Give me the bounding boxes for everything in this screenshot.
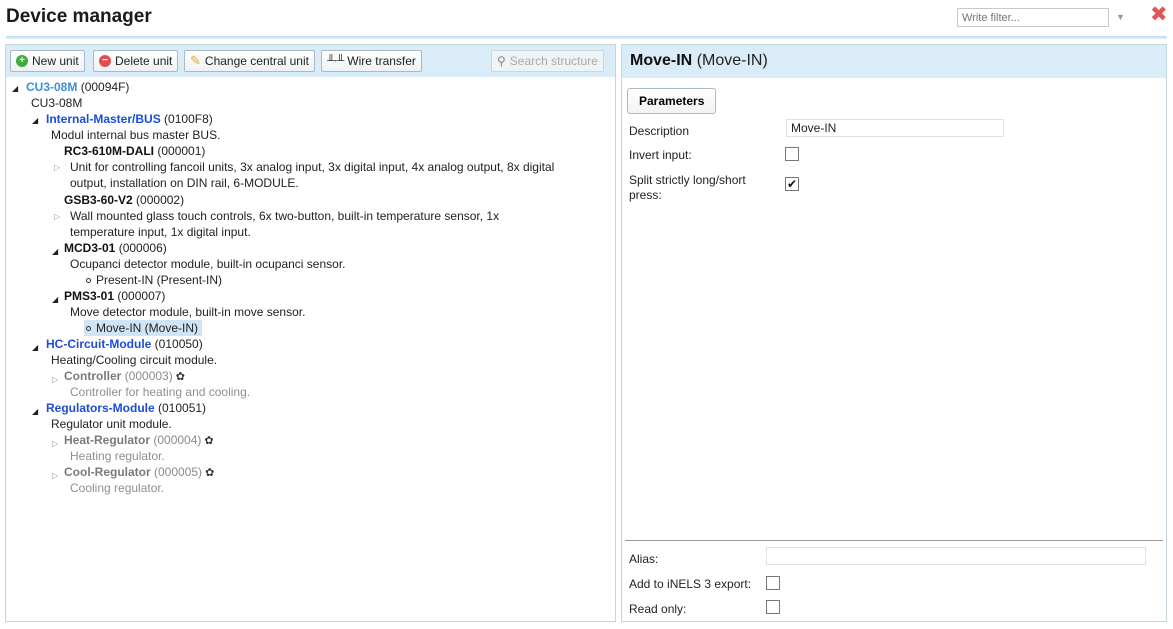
detail-header xyxy=(622,45,1166,78)
tree-desc: Heating/Cooling circuit module. xyxy=(51,353,218,367)
minus-icon: − xyxy=(99,55,111,67)
tree-desc: output, installation on DIN rail, 6-MODULE. xyxy=(70,176,299,190)
search-structure-button[interactable] xyxy=(491,50,604,72)
tree-node-gsb3[interactable]: GSB3-60-V2 (000002) xyxy=(64,193,185,207)
gear-icon: ✿ xyxy=(205,467,215,479)
alias-label: Alias: xyxy=(629,552,659,566)
split-label-cont: press: xyxy=(629,188,662,202)
read-only-checkbox[interactable] xyxy=(766,600,780,614)
filter-dropdown-icon[interactable]: ▼ xyxy=(1116,12,1125,22)
new-unit-label: New unit xyxy=(32,54,79,68)
tree-desc: Wall mounted glass touch controls, 6x two-button, built-in temperature sensor, 1x xyxy=(70,209,500,223)
tree-panel xyxy=(5,44,616,622)
bullet-icon xyxy=(86,278,91,283)
tree-node-mcd3[interactable]: MCD3-01 (000006) xyxy=(64,241,167,255)
tree-desc: temperature input, 1x digital input. xyxy=(70,225,251,239)
alias-field[interactable] xyxy=(766,547,1146,565)
checkmark-icon: ✔ xyxy=(786,177,798,191)
close-icon[interactable]: ✖ xyxy=(1150,3,1168,26)
collapse-icon[interactable]: ◢ xyxy=(32,407,39,416)
toolbar xyxy=(6,45,615,77)
section-divider xyxy=(625,540,1163,541)
tree-desc: Ocupanci detector module, built-in ocupanci sensor. xyxy=(70,257,346,271)
delete-unit-button[interactable] xyxy=(93,50,178,72)
new-unit-button[interactable] xyxy=(10,50,85,72)
tab-parameters[interactable]: Parameters xyxy=(627,88,716,114)
tree-desc: Controller for heating and cooling. xyxy=(70,385,251,399)
wire-transfer-label: Wire transfer xyxy=(347,54,416,68)
tree-node-cool-regulator[interactable]: Cool-Regulator (000005) ✿ xyxy=(64,465,215,479)
tree-node-rc3[interactable]: RC3-610M-DALI (000001) xyxy=(64,144,206,158)
detail-title: Move-IN xyxy=(630,52,693,69)
plus-icon: + xyxy=(16,55,28,67)
tree-desc: Unit for controlling fancoil units, 3x analog input, 3x digital input, 4x analog output, 8x digital xyxy=(70,160,555,174)
read-only-label: Read only: xyxy=(629,602,687,616)
description-label: Description xyxy=(629,124,690,138)
tree-desc: Move detector module, built-in move sensor. xyxy=(70,305,306,319)
wire-transfer-button[interactable] xyxy=(321,50,422,72)
gear-icon: ✿ xyxy=(204,435,214,447)
split-label: Split strictly long/short xyxy=(629,173,746,187)
tree-desc: Cooling regulator. xyxy=(70,481,165,495)
tree-node-cu3[interactable]: CU3-08M (00094F) xyxy=(26,80,130,94)
tree-node-regulators[interactable]: Regulators-Module (010051) xyxy=(46,401,207,415)
export-label: Add to iNELS 3 export: xyxy=(629,577,752,591)
tree-node-present-in[interactable]: Present-IN (Present-IN) xyxy=(86,272,222,288)
pencil-icon: ✎ xyxy=(190,53,201,68)
description-field[interactable]: Move-IN xyxy=(786,119,1004,137)
invert-input-checkbox[interactable] xyxy=(785,147,799,161)
expand-icon[interactable]: ▷ xyxy=(52,375,59,384)
filter-input[interactable] xyxy=(957,8,1109,27)
search-icon: ⚲ xyxy=(497,54,506,68)
tree-node-bus[interactable]: Internal-Master/BUS (0100F8) xyxy=(46,112,213,126)
tree-desc: Heating regulator. xyxy=(70,449,165,463)
expand-icon[interactable]: ▷ xyxy=(52,471,59,480)
wire-icon: ╨·╨ xyxy=(327,55,344,67)
tree-desc: Regulator unit module. xyxy=(51,417,172,431)
bullet-icon xyxy=(86,326,91,331)
invert-input-label: Invert input: xyxy=(629,148,692,162)
delete-unit-label: Delete unit xyxy=(115,54,173,68)
tree-node-pms3[interactable]: PMS3-01 (000007) xyxy=(64,289,166,303)
split-press-checkbox[interactable] xyxy=(785,177,799,191)
collapse-icon[interactable]: ◢ xyxy=(32,116,39,125)
detail-subtitle: (Move-IN) xyxy=(696,52,768,69)
expand-icon[interactable]: ▷ xyxy=(54,163,61,172)
collapse-icon[interactable]: ◢ xyxy=(52,295,59,304)
page-title: Device manager xyxy=(6,6,152,27)
collapse-icon[interactable]: ◢ xyxy=(12,84,19,93)
detail-panel xyxy=(621,44,1167,622)
expand-icon[interactable]: ▷ xyxy=(54,212,61,221)
header-divider xyxy=(6,36,1167,39)
change-central-unit-label: Change central unit xyxy=(204,54,309,68)
change-central-unit-button[interactable] xyxy=(184,50,315,72)
tree-node-heat-regulator[interactable]: Heat-Regulator (000004) ✿ xyxy=(64,433,214,447)
collapse-icon[interactable]: ◢ xyxy=(32,343,39,352)
collapse-icon[interactable]: ◢ xyxy=(52,247,59,256)
gear-icon: ✿ xyxy=(175,371,185,383)
expand-icon[interactable]: ▷ xyxy=(52,439,59,448)
tree-node-controller[interactable]: Controller (000003) ✿ xyxy=(64,369,185,383)
export-checkbox[interactable] xyxy=(766,576,780,590)
tree-node-hc[interactable]: HC-Circuit-Module (010050) xyxy=(46,337,203,351)
tree-desc: Modul internal bus master BUS. xyxy=(51,128,221,142)
tree-desc: CU3-08M xyxy=(31,96,83,110)
tree-node-move-in[interactable]: Move-IN (Move-IN) xyxy=(84,320,202,336)
search-structure-label: Search structure xyxy=(509,54,598,68)
